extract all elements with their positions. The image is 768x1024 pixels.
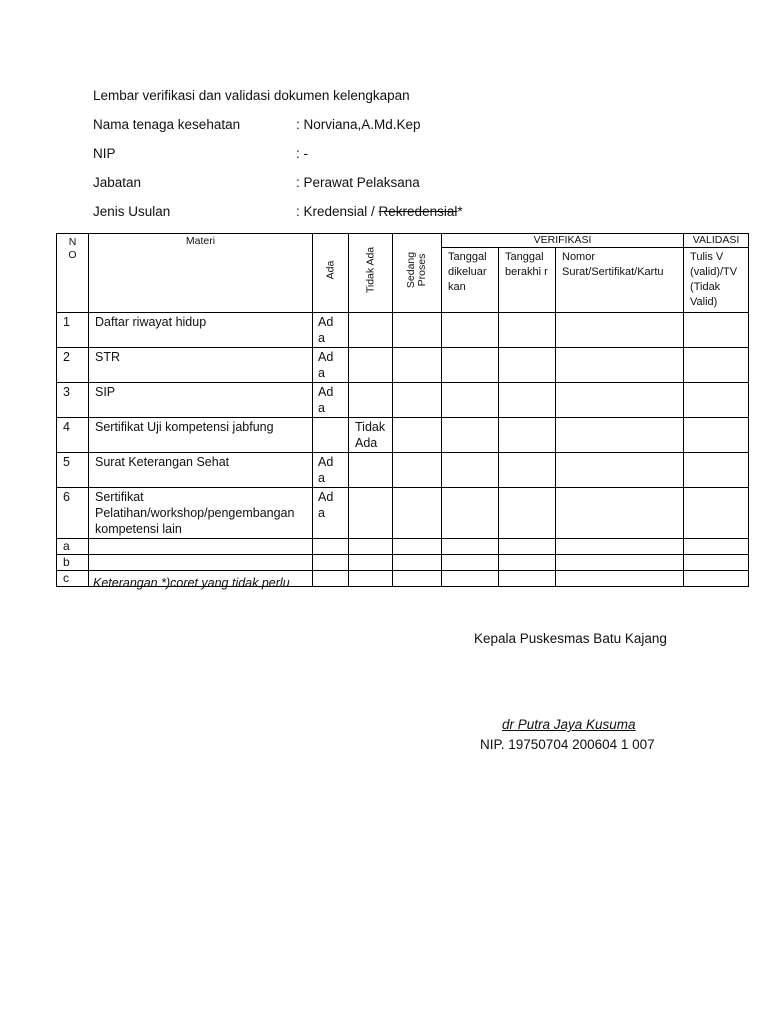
note-text: Keterangan *)coret yang tidak perlu [93, 576, 290, 590]
header-validasi: VALIDASI [684, 234, 749, 248]
jabatan-value: : Perawat Pelaksana [296, 175, 420, 190]
jenis-value-prefix: : Kredensial / [296, 204, 379, 219]
verification-table [56, 233, 749, 587]
document-title: Lembar verifikasi dan validasi dokumen kelengkapan [93, 88, 410, 103]
signature-nip: NIP. 19750704 200604 1 007 [480, 737, 655, 752]
header-verifikasi: VERIFIKASI [442, 234, 684, 248]
table-row: 4 Sertifikat Uji kompetensi jabfung Tidak Ada [57, 418, 749, 453]
table-row: 3 SIP Ad a [57, 383, 749, 418]
table-row: b [57, 555, 749, 571]
nip-label: NIP [93, 146, 116, 161]
jenis-value [296, 204, 463, 219]
table-row: 2 STR Ad a [57, 348, 749, 383]
header-ada: Ada [313, 234, 349, 313]
header-tulis-v: Tulis V (valid)/TV (Tidak Valid) [684, 248, 749, 313]
header-materi: Materi [89, 234, 313, 313]
nip-value: : - [296, 146, 308, 161]
header-nomor-surat: Nomor Surat/Sertifikat/Kartu [556, 248, 684, 313]
jenis-value-suffix: * [457, 204, 463, 219]
jabatan-label: Jabatan [93, 175, 142, 190]
table-row: 1 Daftar riwayat hidup Ad a [57, 313, 749, 348]
header-tanggal-berakhir: Tanggal berakhi r [499, 248, 556, 313]
jenis-label: Jenis Usulan [93, 204, 171, 219]
nama-label: Nama tenaga kesehatan [93, 117, 241, 132]
header-tidak-ada: Tidak Ada [349, 234, 393, 313]
nama-value: : Norviana,A.Md.Kep [296, 117, 421, 132]
table-row: a [57, 539, 749, 555]
signature-name: dr Putra Jaya Kusuma [502, 717, 636, 732]
table-row: 6 Sertifikat Pelatihan/workshop/pengembangan kompetensi lain Ad a [57, 488, 749, 539]
header-no: N O [57, 234, 89, 313]
header-tanggal-dikeluarkan: Tanggal dikeluar kan [442, 248, 499, 313]
table-row: 5 Surat Keterangan Sehat Ad a [57, 453, 749, 488]
jenis-value-struck: Rekredensial [378, 204, 458, 219]
signature-title: Kepala Puskesmas Batu Kajang [474, 631, 667, 646]
table-row: c [57, 571, 749, 587]
header-sedang-proses: Sedang Proses [393, 234, 442, 313]
